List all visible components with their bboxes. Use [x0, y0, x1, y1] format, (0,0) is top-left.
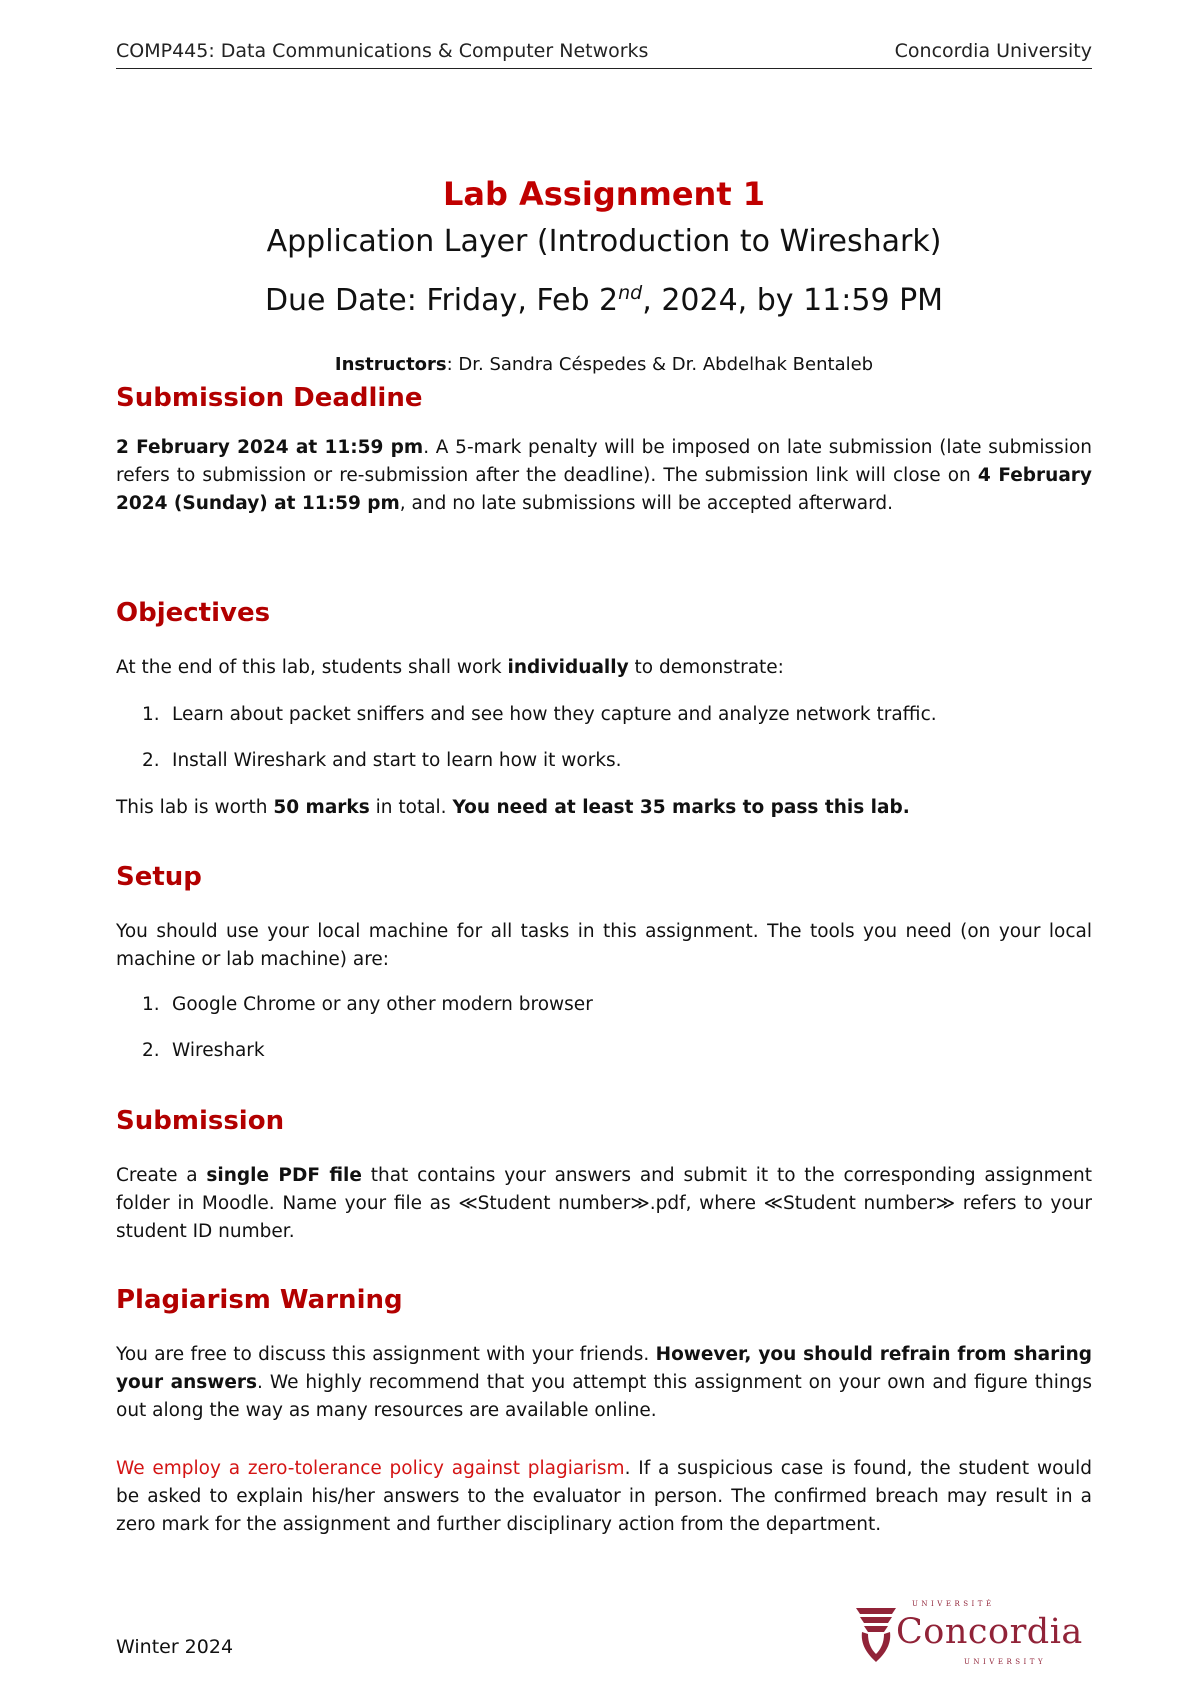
logo-top-text: UNIVERSITÉ: [912, 1600, 995, 1608]
marks-total: 50 marks: [273, 797, 370, 818]
section-heading-deadline: Submission Deadline: [116, 383, 423, 413]
university-name: Concordia University: [894, 40, 1092, 62]
course-title: COMP445: Data Communications & Computer Networks: [116, 40, 649, 62]
objectives-intro-bold: individually: [507, 657, 629, 678]
document-page: [116, 0, 1092, 1696]
list-number: 2.: [142, 750, 160, 771]
due-date: [116, 268, 1092, 326]
section-heading-setup: Setup: [116, 862, 202, 892]
plagiarism-paragraph-2: [116, 1455, 1092, 1539]
list-text: Install Wireshark and start to learn how it works.: [172, 750, 622, 771]
plagiarism-consequences: . If a suspicious case is found, the student would be asked to explain his/her answers to the evaluator in person. The confirmed breach may result in a zero mark for the assignment and further disciplinary action from the department.: [116, 1458, 1093, 1535]
setup-paragraph: You should use your local machine for all tasks in this assignment. The tools you need (on your local machine or lab machine) are:: [116, 921, 1092, 970]
plagiarism-bold: However, you should refrain from sharing your answers: [116, 1344, 1092, 1393]
list-number: 2.: [142, 1040, 160, 1061]
instructors-names: : Dr. Sandra Céspedes & Dr. Abdelhak Bentaleb: [446, 354, 874, 375]
list-item: [142, 1037, 265, 1065]
objectives-intro: [116, 654, 1092, 682]
section-heading-objectives: Objectives: [116, 598, 271, 628]
zero-tolerance-warning: We employ a zero-tolerance policy against plagiarism: [116, 1458, 625, 1479]
objectives-intro-text: At the end of this lab, students shall work: [116, 657, 508, 678]
instructors-line: [116, 354, 1092, 375]
deadline-text-end: , and no late submissions will be accepted afterward.: [399, 493, 894, 514]
plagiarism-text: You are free to discuss this assignment with your friends.: [116, 1344, 656, 1365]
list-text: Learn about packet sniffers and see how they capture and analyze network traffic.: [172, 704, 937, 725]
plagiarism-text-end: . We highly recommend that you attempt this assignment on your own and figure things out along the way as many resources are available online.: [116, 1372, 1092, 1421]
list-number: 1.: [142, 994, 160, 1015]
list-text: Wireshark: [172, 1040, 265, 1061]
submission-text-end: that contains your answers and submit it to the corresponding assignment folder in Moodle. Name your file as ≪Student number≫.pdf, where ≪Student number≫ refers to your student ID number.: [116, 1165, 1092, 1242]
plagiarism-paragraph-1: [116, 1341, 1092, 1425]
marks-text-mid: in total.: [369, 797, 453, 818]
deadline-text: . A 5-mark penalty will be imposed on late submission (late submission refers to submission or re-submission after the deadline). The submission link will close on: [116, 437, 1093, 486]
submission-format: single PDF file: [206, 1165, 362, 1186]
page-subtitle: Application Layer (Introduction to Wireshark): [266, 224, 942, 259]
objectives-intro-end: to demonstrate:: [628, 657, 784, 678]
list-text: Google Chrome or any other modern browser: [172, 994, 593, 1015]
deadline-date: 2 February 2024 at 11:59 pm: [116, 437, 424, 458]
deadline-close-date: 4 February 2024 (Sunday) at 11:59 pm: [116, 465, 1092, 514]
due-date-text: Due Date: Friday, Feb 2: [264, 283, 619, 318]
marks-pass-requirement: You need at least 35 marks to pass this lab.: [452, 797, 910, 818]
list-item: [142, 747, 622, 775]
submission-paragraph: [116, 1162, 1092, 1246]
concordia-logo: [854, 1598, 1083, 1676]
deadline-paragraph: [116, 434, 1092, 518]
footer-term: Winter 2024: [116, 1636, 234, 1658]
logo-wordmark: Concordia: [896, 1612, 1083, 1652]
title-block: [116, 172, 1092, 326]
list-item: [142, 991, 593, 1019]
list-number: 1.: [142, 704, 160, 725]
list-item: [142, 701, 937, 729]
logo-bottom-text: UNIVERSITY: [964, 1658, 1047, 1666]
submission-text: Create a: [116, 1165, 207, 1186]
due-date-suffix: nd: [618, 282, 643, 304]
section-heading-plagiarism: Plagiarism Warning: [116, 1285, 403, 1315]
running-header: [116, 40, 1092, 69]
page-title: Lab Assignment 1: [442, 175, 766, 213]
concordia-logo-mark-icon: [854, 1604, 898, 1666]
instructors-label: Instructors: [334, 354, 447, 375]
marks-paragraph: [116, 794, 1092, 822]
due-date-rest: , 2024, by 11:59 PM: [642, 283, 944, 318]
section-heading-submission: Submission: [116, 1106, 285, 1136]
marks-text: This lab is worth: [116, 797, 274, 818]
